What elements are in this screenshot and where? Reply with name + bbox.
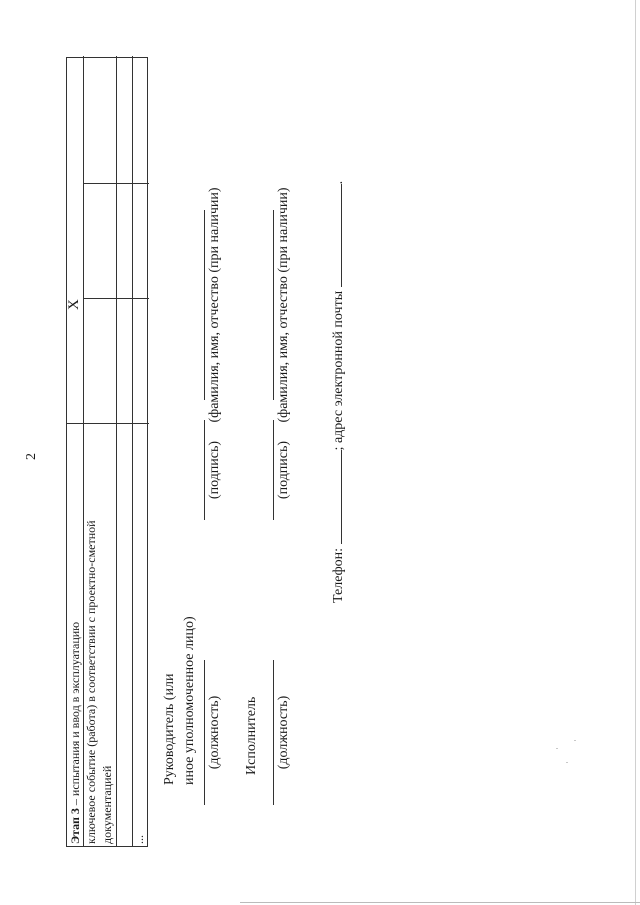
table-column-divider [83, 298, 149, 299]
executor-name-caption: (фамилия, имя, отчество (при наличии) [276, 187, 291, 423]
head-position-line [204, 660, 205, 805]
page-number: 2 [24, 453, 39, 460]
head-position-caption: (должность) [207, 695, 222, 770]
stage-title: Этап 3 – испытания и ввод в эксплуатацию [68, 621, 82, 844]
head-name-line [204, 210, 205, 400]
executor-name-line [273, 210, 274, 400]
executor-signature-caption: (подпись) [276, 440, 291, 500]
phone-label: Телефон: [331, 547, 346, 603]
executor-position-caption: (должность) [276, 695, 291, 770]
head-signature-caption: (подпись) [207, 440, 222, 500]
x-mark: X [66, 299, 82, 310]
table-row-divider [132, 56, 133, 846]
executor-signature-line [273, 420, 274, 520]
head-label-line1: Руководитель (или [162, 673, 177, 785]
stage-event-text: ключевое событие (работа) в соответствии с проектно-сметной [84, 520, 98, 844]
end-mark: . [331, 180, 346, 185]
executor-label: Исполнитель [244, 696, 259, 775]
table-column-divider [83, 183, 149, 184]
stage-table [66, 57, 148, 847]
head-name-caption: (фамилия, имя, отчество (при наличии) [207, 187, 222, 423]
head-signature-line [204, 420, 205, 520]
table-row-divider [116, 56, 117, 846]
executor-position-line [273, 660, 274, 805]
stage-event-text-continued: документацией [100, 765, 114, 844]
phone-field [328, 450, 342, 544]
table-ellipsis: ... [132, 835, 146, 844]
email-field [328, 184, 342, 287]
table-column-divider [67, 423, 149, 424]
head-label-line2: иное уполномоченное лицо) [182, 616, 197, 785]
contacts-line [328, 181, 347, 603]
email-label: ; адрес электронной почты [331, 290, 346, 451]
